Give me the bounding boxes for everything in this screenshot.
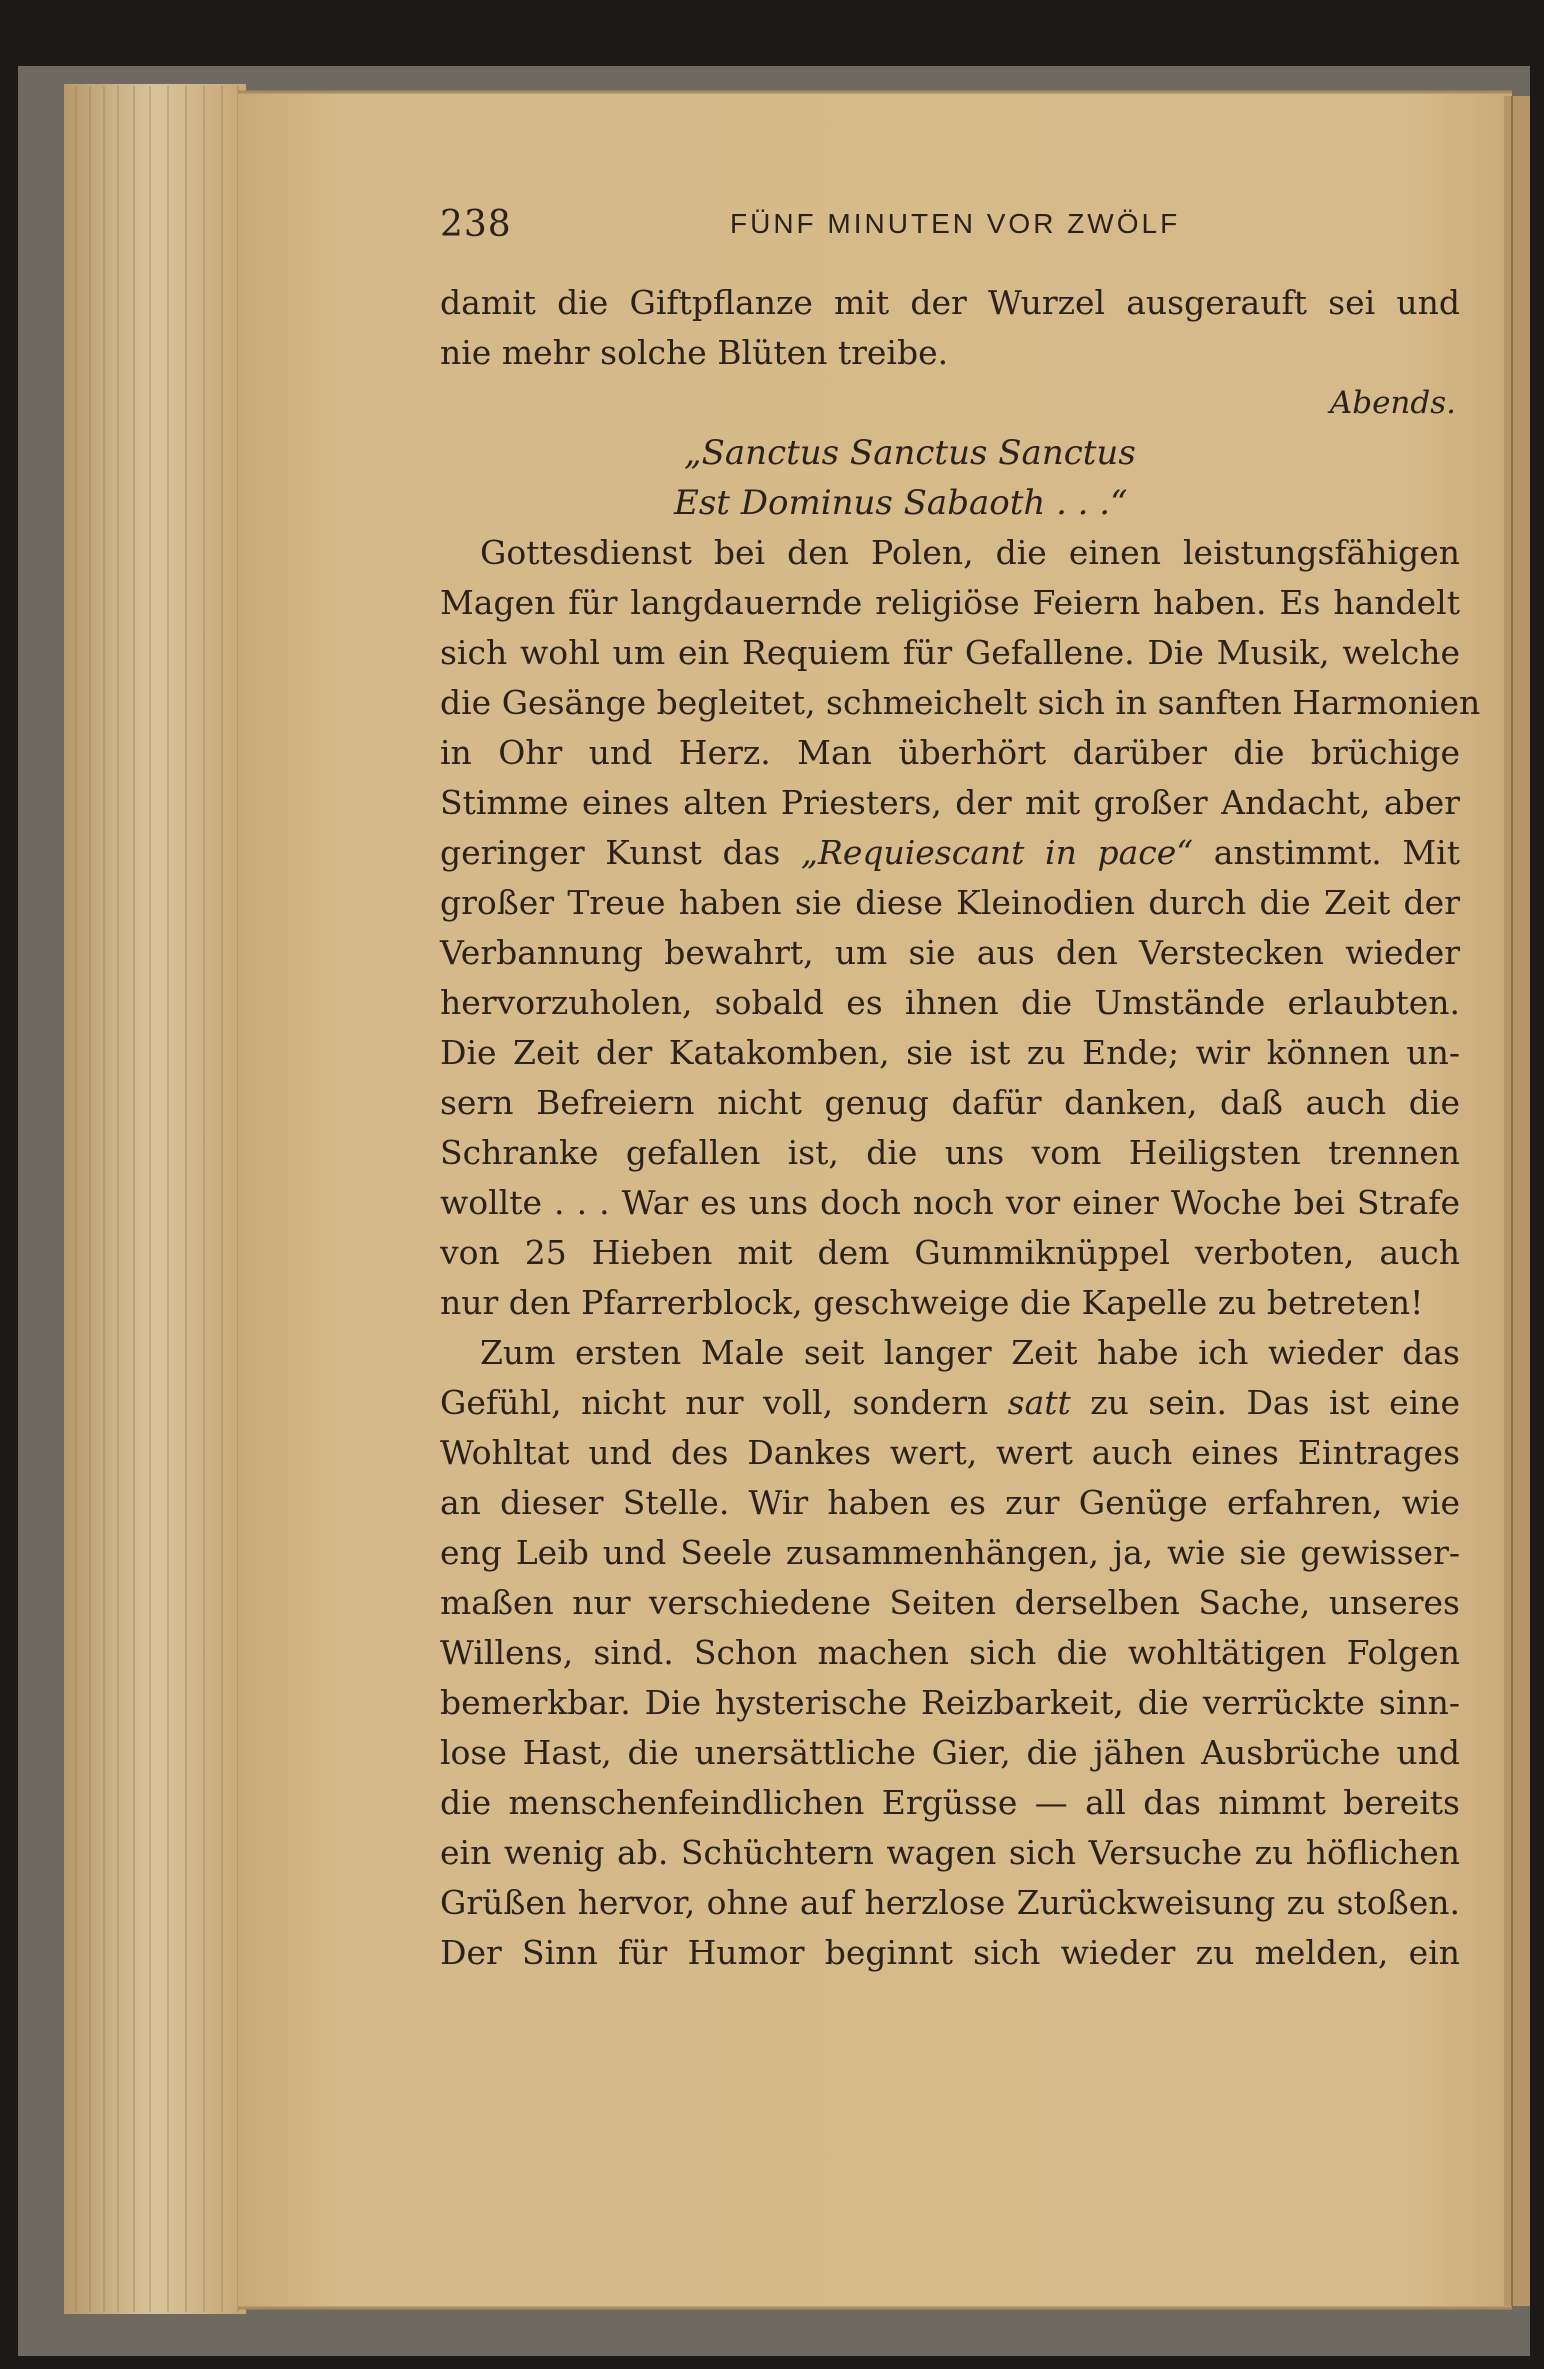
italic-word: satt xyxy=(1007,1383,1071,1422)
text-line: lose Hast, die unersättliche Gier, die jähen Ausbrüche und xyxy=(440,1733,1460,1772)
text-line: maßen nur verschiedene Seiten derselben Sache, unseres xyxy=(440,1583,1460,1622)
quote-line: „Sanctus Sanctus Sanctus xyxy=(684,433,1136,473)
dateline: Abends. xyxy=(1329,385,1456,421)
text-line: in Ohr und Herz. Man überhört darüber die brüchige xyxy=(440,733,1460,772)
text-line: Schranke gefallen ist, die uns vom Heiligsten trennen xyxy=(440,1133,1460,1172)
text-line: Der Sinn für Humor beginnt sich wieder zu melden, ein xyxy=(440,1933,1460,1972)
text-line: Verbannung bewahrt, um sie aus den Verstecken wieder xyxy=(440,933,1460,972)
text-line: an dieser Stelle. Wir haben es zur Genüge erfahren, wie xyxy=(440,1483,1460,1522)
text-run: Gefühl, nicht nur voll, sondern xyxy=(440,1383,1008,1422)
text-line: hervorzuholen, sobald es ihnen die Umstände erlaubten. xyxy=(440,983,1460,1022)
text-run: anstimmt. Mit xyxy=(1193,833,1460,872)
text-line: die Gesänge begleitet, schmeichelt sich in sanften Harmonien xyxy=(440,683,1481,722)
text-block xyxy=(440,278,1481,1978)
text-line: Die Zeit der Katakomben, sie ist zu Ende; wir können un- xyxy=(440,1033,1460,1072)
text-line: Willens, sind. Schon machen sich die wohltätigen Folgen xyxy=(440,1633,1460,1672)
page-content xyxy=(440,196,1481,1996)
text-line xyxy=(440,828,1460,878)
quote-line: Est Dominus Sabaoth . . .“ xyxy=(674,483,1128,523)
text-line: sern Befreiern nicht genug dafür danken, daß auch die xyxy=(440,1083,1460,1122)
text-line: damit die Giftpflanze mit der Wurzel ausgerauft sei und xyxy=(440,283,1460,322)
text-line: bemerkbar. Die hysterische Reizbarkeit, die verrückte sinn- xyxy=(440,1683,1460,1722)
text-line: wollte . . . War es uns doch noch vor einer Woche bei Strafe xyxy=(440,1183,1460,1222)
text-line: Gottesdienst bei den Polen, die einen leistungsfähigen xyxy=(480,533,1460,572)
text-line: von 25 Hieben mit dem Gummiknüppel verboten, auch xyxy=(440,1233,1460,1272)
text-line: Stimme eines alten Priesters, der mit großer Andacht, aber xyxy=(440,783,1460,822)
text-run: geringer Kunst das xyxy=(440,833,801,872)
text-line: nur den Pfarrerblock, geschweige die Kapelle zu betreten! xyxy=(440,1283,1424,1322)
text-line: eng Leib und Seele zusammenhängen, ja, wie sie gewisser- xyxy=(440,1533,1460,1572)
text-line: Magen für langdauernde religiöse Feiern haben. Es handelt xyxy=(440,583,1460,622)
text-run: zu sein. Das ist eine xyxy=(1070,1383,1460,1422)
text-line: großer Treue haben sie diese Kleinodien durch die Zeit der xyxy=(440,883,1460,922)
page-number: 238 xyxy=(440,204,512,245)
right-page-edge xyxy=(1504,96,1530,2306)
running-head xyxy=(440,196,1460,256)
text-line: nie mehr solche Blüten treibe. xyxy=(440,333,949,372)
text-line: Wohltat und des Dankes wert, wert auch eines Eintrages xyxy=(440,1433,1460,1472)
text-line: die menschenfeindlichen Ergüsse — all das nimmt bereits xyxy=(440,1783,1460,1822)
text-line: Zum ersten Male seit langer Zeit habe ich wieder das xyxy=(480,1333,1460,1372)
page-stack-edge xyxy=(64,84,246,2314)
italic-quote: „Requiescant in pace“ xyxy=(800,833,1194,872)
text-line: Grüßen hervor, ohne auf herzlose Zurückweisung zu stoßen. xyxy=(440,1883,1460,1922)
text-line: sich wohl um ein Requiem für Gefallene. Die Musik, welche xyxy=(440,633,1460,672)
text-line xyxy=(440,1378,1460,1428)
header-title: FÜNF MINUTEN VOR ZWÖLF xyxy=(730,208,1181,239)
text-line: ein wenig ab. Schüchtern wagen sich Versuche zu höflichen xyxy=(440,1833,1460,1872)
